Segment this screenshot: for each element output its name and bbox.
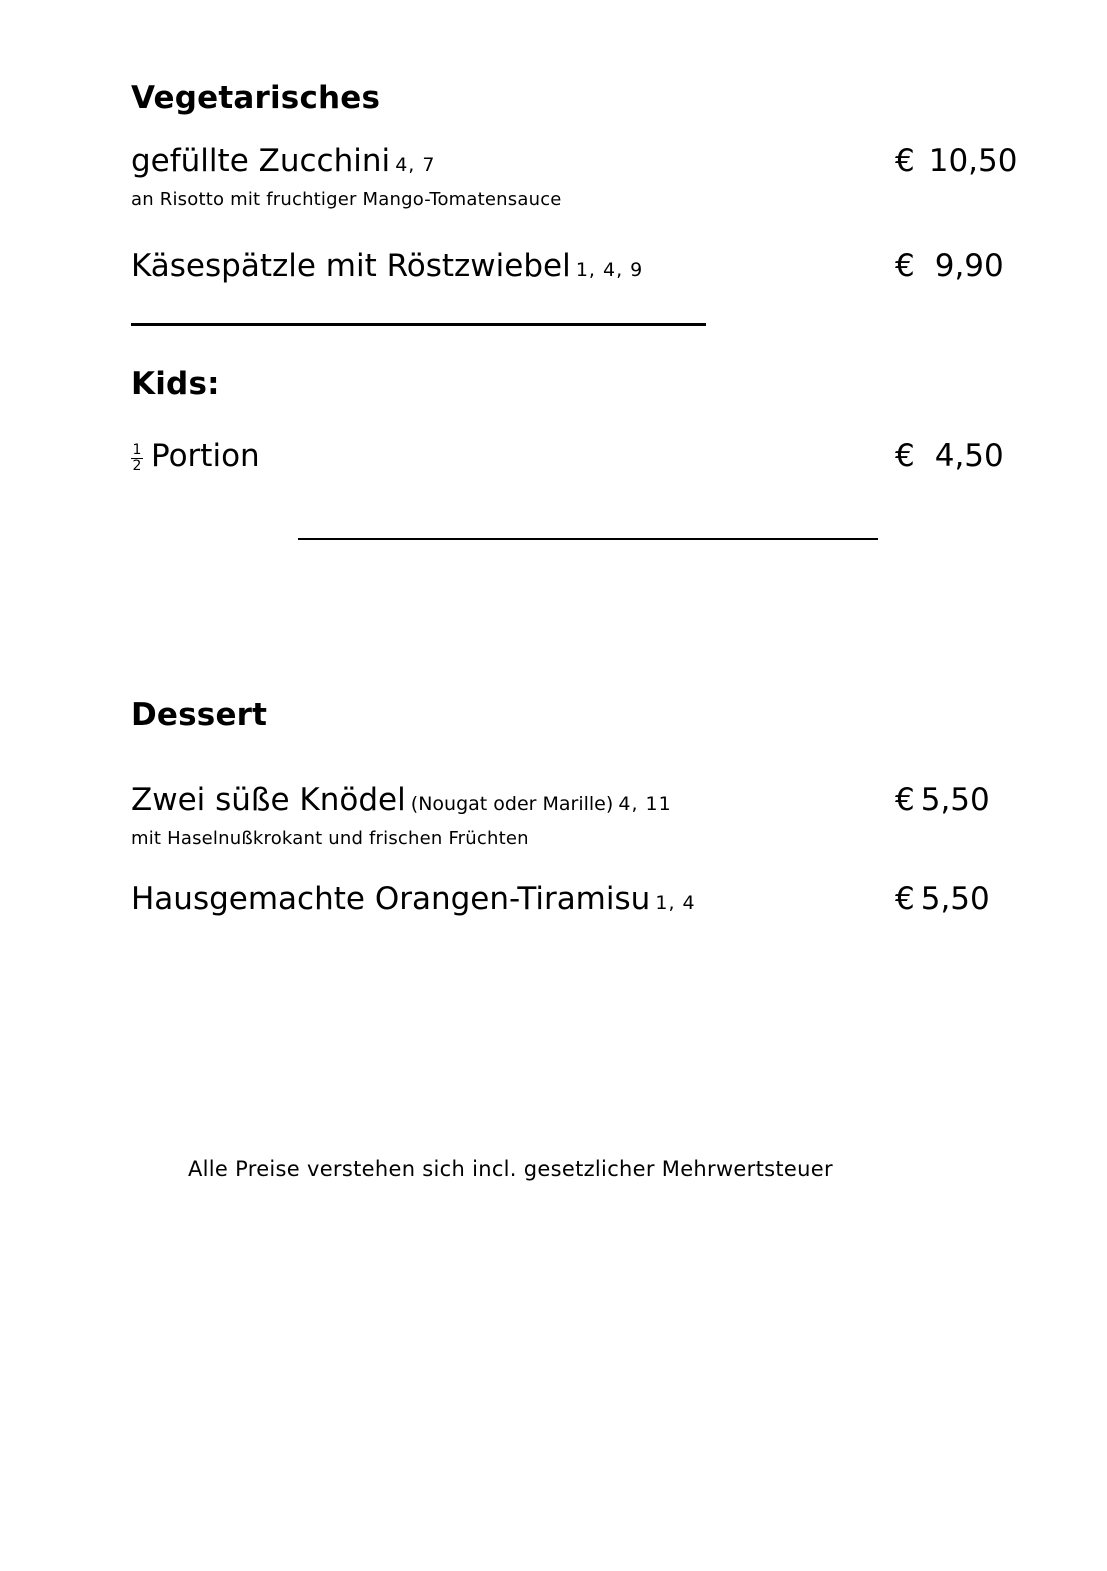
section-divider	[298, 538, 878, 540]
dish-description: mit Haselnußkrokant und frischen Früchten	[131, 828, 529, 849]
section-heading-kids: Kids:	[131, 366, 220, 402]
menu-item-zucchini	[131, 143, 435, 179]
price-value: 5,50	[920, 881, 990, 917]
allergen-codes: 1, 4	[655, 892, 696, 914]
currency-symbol: €	[895, 143, 915, 179]
menu-item-knoedel	[131, 782, 672, 818]
dish-name: Käsespätzle mit Röstzwiebel	[131, 248, 571, 284]
price	[895, 782, 990, 818]
menu-item-half-portion	[131, 438, 260, 476]
currency-symbol: €	[895, 248, 915, 284]
fraction-numerator: 1	[132, 442, 142, 458]
dish-name: gefüllte Zucchini	[131, 143, 391, 179]
fraction-denominator: 2	[132, 458, 142, 474]
allergen-codes: 4, 7	[395, 154, 436, 176]
dish-name: Hausgemachte Orangen-Tiramisu	[131, 881, 651, 917]
price	[895, 438, 1004, 474]
dish-name: Portion	[151, 438, 260, 474]
dish-description: an Risotto mit fruchtiger Mango-Tomatensauce	[131, 189, 562, 210]
section-heading-dessert: Dessert	[131, 697, 268, 733]
price-value: 10,50	[928, 143, 1018, 179]
menu-item-kaesespaetzle	[131, 248, 643, 284]
dish-name: Zwei süße Knödel	[131, 782, 406, 818]
price-value: 9,90	[934, 248, 1004, 284]
menu-item-tiramisu	[131, 881, 696, 917]
price-value: 5,50	[920, 782, 990, 818]
allergen-codes: 4, 11	[618, 793, 672, 815]
section-heading-vegetarian: Vegetarisches	[131, 80, 381, 116]
dish-variant-note: (Nougat oder Marille)	[410, 793, 614, 815]
price-value: 4,50	[934, 438, 1004, 474]
allergen-codes: 1, 4, 9	[575, 259, 644, 281]
price	[895, 248, 1004, 284]
price	[895, 881, 990, 917]
currency-symbol: €	[895, 782, 915, 818]
half-fraction	[131, 444, 143, 473]
section-divider	[131, 323, 706, 326]
currency-symbol: €	[895, 438, 915, 474]
price	[895, 143, 1017, 179]
currency-symbol: €	[895, 881, 915, 917]
vat-notice: Alle Preise verstehen sich incl. gesetzlicher Mehrwertsteuer	[188, 1157, 833, 1181]
